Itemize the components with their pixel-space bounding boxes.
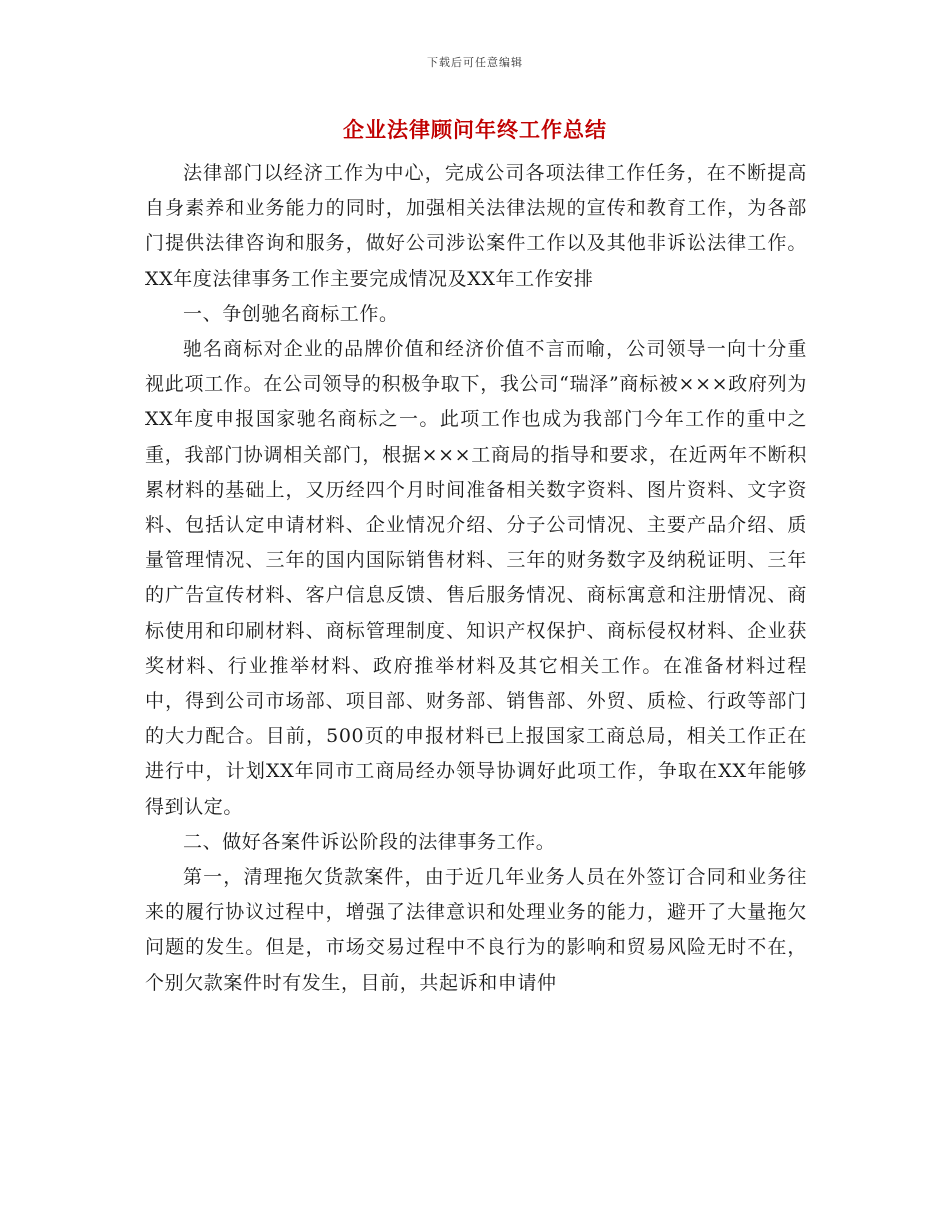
document-title: 企业法律顾问年终工作总结 xyxy=(343,117,607,142)
paragraph-litigation: 第一，清理拖欠货款案件，由于近几年业务人员在外签订合同和业务往来的履行协议过程中，增强了法律意识和处理业务的能力，避开了大量拖欠问题的发生。但是，市场交易过程中不良行为的影响和贸易风险无时不在，个别欠款案件时有发生，目前，共起诉和申请仲 xyxy=(145,866,807,994)
paragraph-intro: 法律部门以经济工作为中心，完成公司各项法律工作任务，在不断提高自身素养和业务能力的同时，加强相关法律法规的宣传和教育工作，为各部门提供法律咨询和服务，做好公司涉讼案件工作以及其他非诉讼法律工作。XX年度法律事务工作主要完成情况及XX年工作安排 xyxy=(145,162,807,290)
section-heading-litigation: 二、做好各案件诉讼阶段的法律事务工作。 xyxy=(183,830,556,853)
page-header-note: 下载后可任意编辑 xyxy=(427,56,523,69)
document-body xyxy=(145,156,807,1001)
section-heading-trademark: 一、争创驰名商标工作。 xyxy=(183,302,399,325)
paragraph-trademark: 驰名商标对企业的品牌价值和经济价值不言而喻，公司领导一向十分重视此项工作。在公司领导的积极争取下，我公司“瑞泽”商标被×××政府列为XX年度申报国家驰名商标之一。此项工作也成为我部门今年工作的重中之重，我部门协调相关部门，根据×××工商局的指导和要求，在近两年不断积累材料的基础上，又历经四个月时间准备相关数字资料、图片资料、文字资料、包括认定申请材料、企业情况介绍、分子公司情况、主要产品介绍、质量管理情况、三年的国内国际销售材料、三年的财务数字及纳税证明、三年的广告宣传材料、客户信息反馈、售后服务情况、商标寓意和注册情况、商标使用和印刷材料、商标管理制度、知识产权保护、商标侵权材料、企业获奖材料、行业推举材料、政府推举材料及其它相关工作。在准备材料过程中，得到公司市场部、项目部、财务部、销售部、外贸、质检、行政等部门的大力配合。目前，500页的申报材料已上报国家工商总局，相关工作正在进行中，计划XX年同市工商局经办领导协调好此项工作，争取在XX年能够得到认定。 xyxy=(145,338,807,818)
